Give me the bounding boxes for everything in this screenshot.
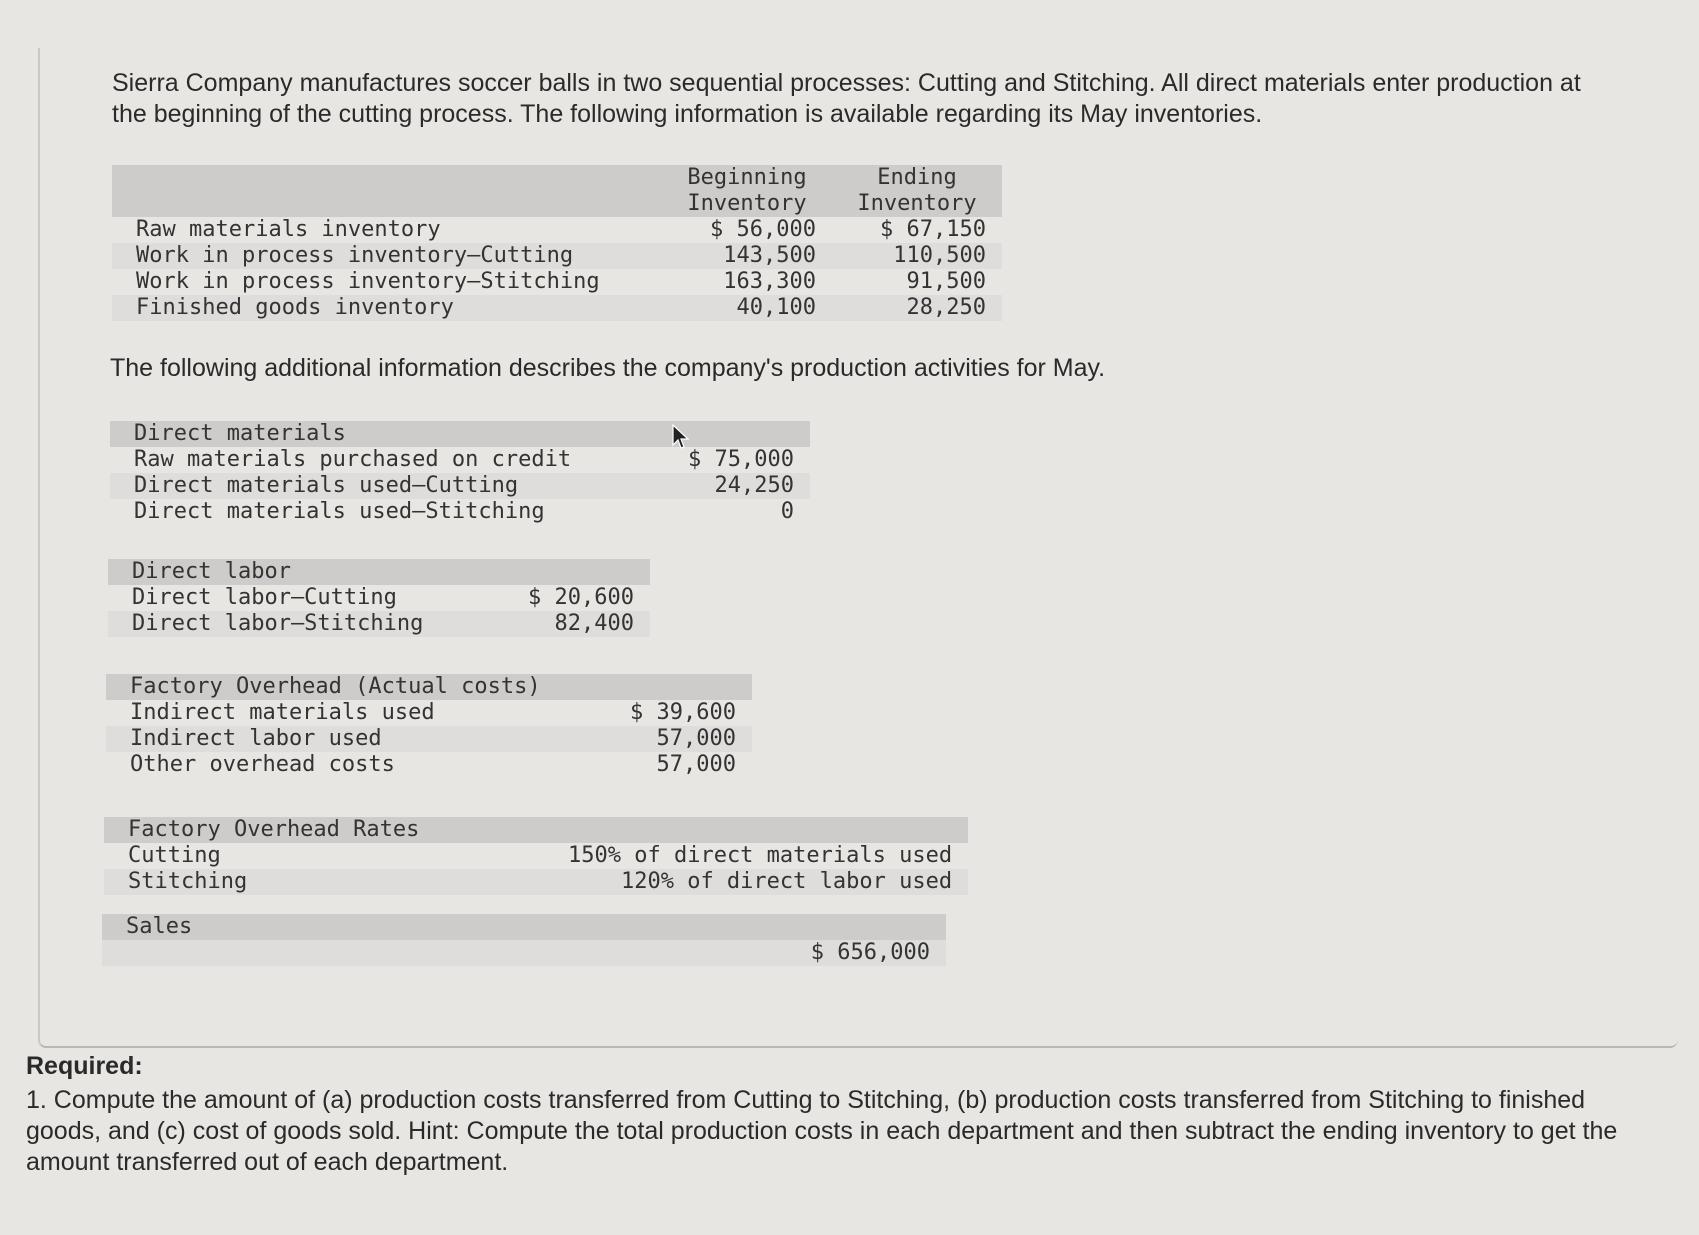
beginning-header-line2: Inventory	[662, 191, 832, 217]
row-label: Direct labor–Stitching	[108, 611, 486, 637]
beginning-value: $ 56,000	[710, 217, 816, 242]
required-heading: Required:	[26, 1052, 143, 1080]
additional-info-text: The following additional information describes the company's production activities for May.	[110, 354, 1106, 382]
table-row	[106, 700, 752, 726]
beginning-header-line1: Beginning	[662, 165, 832, 191]
section-title: Direct labor	[108, 559, 486, 585]
factory-overhead-table	[106, 674, 752, 778]
row-value: $ 20,600	[528, 585, 634, 610]
ending-value: 91,500	[906, 269, 986, 294]
ending-value: 28,250	[832, 295, 1002, 321]
overhead-rates-table	[104, 817, 968, 895]
row-label: Direct materials used–Stitching	[134, 499, 545, 524]
section-title: Factory Overhead (Actual costs)	[106, 674, 590, 700]
table-row	[112, 217, 1002, 243]
sales-table	[102, 914, 946, 966]
table-row	[102, 940, 946, 966]
table-row	[106, 726, 752, 752]
sales-label: Sales	[102, 914, 666, 940]
row-value: 57,000	[656, 752, 736, 777]
row-label: Indirect labor used	[106, 726, 590, 752]
sales-value: $ 656,000	[666, 940, 946, 966]
table-row	[112, 243, 1002, 269]
question-text: 1. Compute the amount of (a) production costs transferred from Cutting to Stitching, (b) production costs transferred from Stitching to finished goods, and (c) cost of goods sold. Hint: Compute the total production costs in each department and then subtract the ending inventory to get the amount transferred out of each department.	[26, 1086, 1618, 1176]
table-row	[108, 585, 650, 611]
inventory-header-row-2	[112, 191, 1002, 217]
row-label: Cutting	[128, 843, 221, 868]
table-row	[110, 473, 810, 499]
table-row	[104, 843, 968, 869]
row-label: Stitching	[104, 869, 568, 895]
section-title: Direct materials	[110, 421, 634, 447]
mouse-pointer-icon	[672, 424, 690, 450]
row-label: Other overhead costs	[130, 752, 395, 777]
section-header-row	[104, 817, 968, 843]
row-value: $ 39,600	[630, 700, 736, 725]
ending-value: 110,500	[832, 243, 1002, 269]
row-value: 57,000	[590, 726, 752, 752]
section-title: Factory Overhead Rates	[104, 817, 568, 843]
row-label: Raw materials inventory	[136, 217, 441, 242]
row-value: 24,250	[634, 473, 810, 499]
row-value: $ 75,000	[688, 447, 794, 472]
beginning-value: 143,500	[662, 243, 832, 269]
ending-header-line1: Ending	[832, 165, 1002, 191]
table-row	[108, 611, 650, 637]
row-value: 150% of direct materials used	[568, 843, 953, 868]
row-label: Work in process inventory–Stitching	[136, 269, 600, 294]
section-header-row	[106, 674, 752, 700]
row-label: Raw materials purchased on credit	[134, 447, 572, 472]
direct-materials-table	[110, 421, 810, 525]
beginning-value: 163,300	[723, 269, 816, 294]
row-value: 82,400	[486, 611, 650, 637]
row-label: Work in process inventory–Cutting	[112, 243, 662, 269]
ending-header-line2: Inventory	[832, 191, 1002, 217]
problem-intro: Sierra Company manufactures soccer balls in two sequential processes: Cutting and Stitching. All direct materials enter production at the beginning of the cutting process. The following information is available regarding its May inventories.	[112, 69, 1581, 128]
row-label: Direct materials used–Cutting	[110, 473, 634, 499]
inventory-table	[112, 165, 1002, 321]
section-header-row	[108, 559, 650, 585]
row-value: 120% of direct labor used	[568, 869, 968, 895]
direct-labor-table	[108, 559, 650, 637]
table-row	[110, 499, 810, 525]
row-label: Direct labor–Cutting	[132, 585, 397, 610]
section-header-row	[102, 914, 946, 940]
table-row	[106, 752, 752, 778]
section-header-row	[110, 421, 810, 447]
row-label: Finished goods inventory	[112, 295, 662, 321]
table-row	[110, 447, 810, 473]
table-row	[112, 295, 1002, 321]
row-value: 0	[780, 499, 794, 524]
inventory-header-row	[112, 165, 1002, 191]
table-row	[104, 869, 968, 895]
row-label: Indirect materials used	[130, 700, 435, 725]
beginning-value: 40,100	[662, 295, 832, 321]
table-row	[112, 269, 1002, 295]
ending-value: $ 67,150	[880, 217, 986, 242]
